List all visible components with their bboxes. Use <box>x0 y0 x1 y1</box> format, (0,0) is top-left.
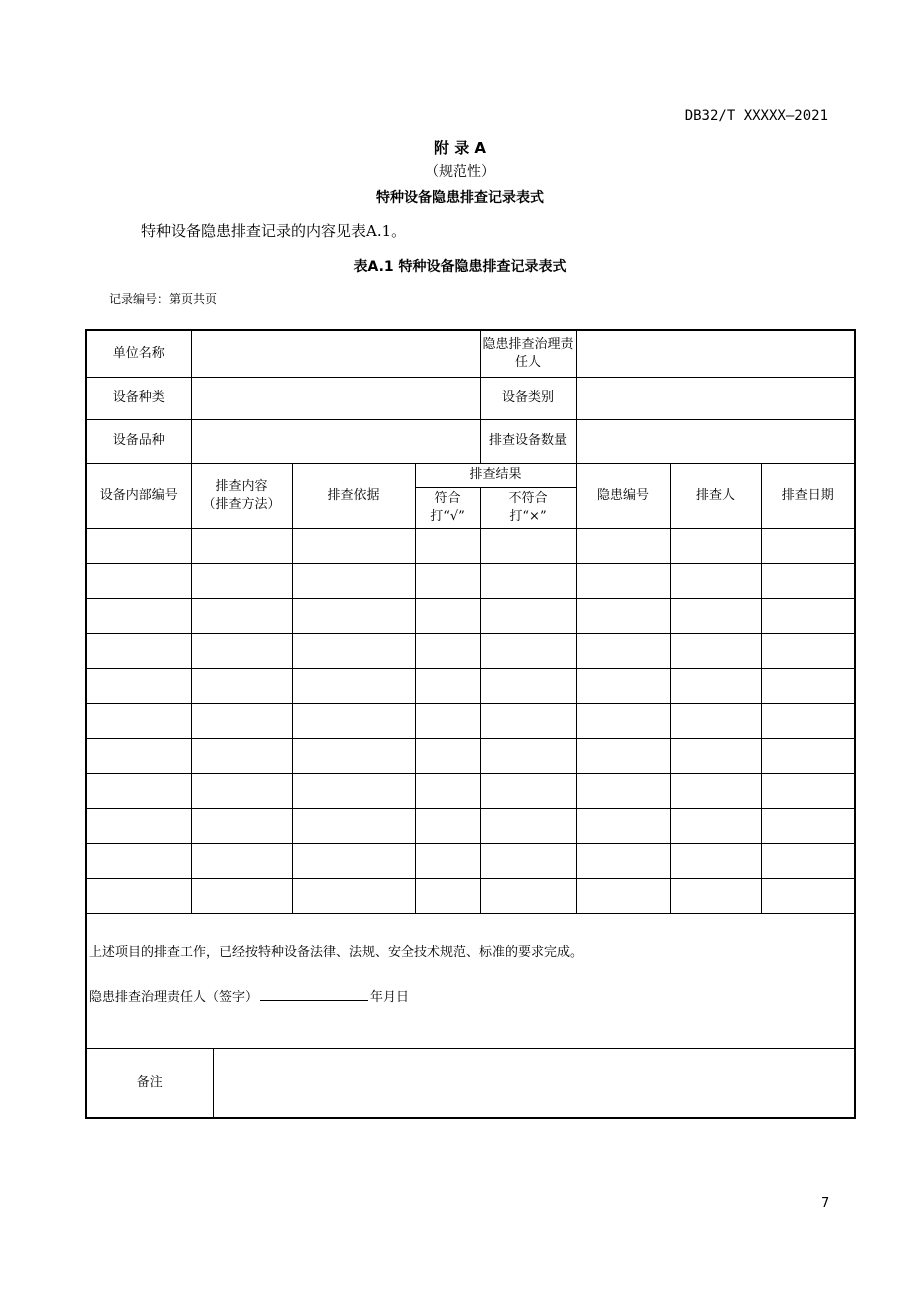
cell-date[interactable] <box>761 843 855 878</box>
cell-nonconform[interactable] <box>480 843 576 878</box>
cell-nonconform[interactable] <box>480 598 576 633</box>
page-number: 7 <box>821 1196 830 1211</box>
unit-name-label: 单位名称 <box>86 330 191 377</box>
cell-hazard-number[interactable] <box>576 773 670 808</box>
inspection-record-table <box>85 329 856 1119</box>
signature-date: 年月日 <box>370 989 410 1005</box>
cell-inspector[interactable] <box>670 808 761 843</box>
col-result: 排查结果 <box>415 463 576 487</box>
cell-content[interactable] <box>191 528 292 563</box>
cell-content[interactable] <box>191 668 292 703</box>
cell-hazard-number[interactable] <box>576 528 670 563</box>
table-row <box>86 773 855 808</box>
cell-conform[interactable] <box>415 563 480 598</box>
record-number-label: 记录编号：第页共页 <box>109 292 218 306</box>
cell-conform[interactable] <box>415 738 480 773</box>
cell-inspector[interactable] <box>670 703 761 738</box>
cell-date[interactable] <box>761 703 855 738</box>
cell-inspector[interactable] <box>670 843 761 878</box>
cell-internal-number[interactable] <box>86 703 191 738</box>
declaration-cell <box>86 913 855 1048</box>
table-row <box>86 878 855 913</box>
cell-nonconform[interactable] <box>480 878 576 913</box>
cell-hazard-number[interactable] <box>576 843 670 878</box>
cell-basis[interactable] <box>292 598 415 633</box>
cell-basis[interactable] <box>292 738 415 773</box>
remarks-field[interactable] <box>213 1048 855 1118</box>
cell-basis[interactable] <box>292 878 415 913</box>
cell-conform[interactable] <box>415 598 480 633</box>
signature-line <box>89 988 854 1007</box>
equipment-quantity-field[interactable] <box>576 419 855 463</box>
cell-basis[interactable] <box>292 773 415 808</box>
cell-hazard-number[interactable] <box>576 808 670 843</box>
cell-inspector[interactable] <box>670 528 761 563</box>
cell-nonconform[interactable] <box>480 668 576 703</box>
table-row <box>86 703 855 738</box>
cell-inspector[interactable] <box>670 563 761 598</box>
col-internal-number: 设备内部编号 <box>86 463 191 528</box>
cell-conform[interactable] <box>415 878 480 913</box>
cell-content[interactable] <box>191 598 292 633</box>
cell-internal-number[interactable] <box>86 563 191 598</box>
equipment-type-label: 设备种类 <box>86 377 191 419</box>
col-nonconform <box>480 487 576 528</box>
responsible-person-label: 隐患排查治理责任人 <box>480 330 576 377</box>
cell-hazard-number[interactable] <box>576 563 670 598</box>
table-row <box>86 668 855 703</box>
intro-text: 特种设备隐患排查记录的内容见表A.1。 <box>141 222 407 240</box>
cell-date[interactable] <box>761 738 855 773</box>
cell-internal-number[interactable] <box>86 738 191 773</box>
appendix-nature: （规范性） <box>425 164 495 180</box>
cell-inspector[interactable] <box>670 773 761 808</box>
cell-internal-number[interactable] <box>86 668 191 703</box>
cell-content[interactable] <box>191 563 292 598</box>
cell-basis[interactable] <box>292 633 415 668</box>
table-row <box>86 808 855 843</box>
cell-nonconform[interactable] <box>480 528 576 563</box>
equipment-variety-field[interactable] <box>191 419 480 463</box>
signature-label: 隐患排查治理责任人（签字） <box>89 989 259 1005</box>
cell-nonconform[interactable] <box>480 738 576 773</box>
cell-hazard-number[interactable] <box>576 668 670 703</box>
cell-date[interactable] <box>761 808 855 843</box>
cell-nonconform[interactable] <box>480 633 576 668</box>
cell-internal-number[interactable] <box>86 528 191 563</box>
cell-basis[interactable] <box>292 808 415 843</box>
col-conform-line1: 符合 <box>434 490 461 506</box>
cell-content[interactable] <box>191 773 292 808</box>
cell-conform[interactable] <box>415 633 480 668</box>
table-row <box>86 598 855 633</box>
cell-content[interactable] <box>191 703 292 738</box>
cell-hazard-number[interactable] <box>576 738 670 773</box>
cell-basis[interactable] <box>292 843 415 878</box>
col-content <box>191 463 292 528</box>
cell-basis[interactable] <box>292 668 415 703</box>
cell-content[interactable] <box>191 808 292 843</box>
col-content-line1: 排查内容 <box>215 478 268 494</box>
cell-date[interactable] <box>761 668 855 703</box>
table-row <box>86 738 855 773</box>
cell-hazard-number[interactable] <box>576 598 670 633</box>
cell-conform[interactable] <box>415 703 480 738</box>
cell-content[interactable] <box>191 738 292 773</box>
cell-hazard-number[interactable] <box>576 633 670 668</box>
cell-inspector[interactable] <box>670 738 761 773</box>
cell-nonconform[interactable] <box>480 773 576 808</box>
cell-nonconform[interactable] <box>480 808 576 843</box>
table-row <box>86 563 855 598</box>
remarks-label: 备注 <box>86 1048 213 1118</box>
cell-nonconform[interactable] <box>480 703 576 738</box>
cell-basis[interactable] <box>292 703 415 738</box>
col-conform <box>415 487 480 528</box>
equipment-type-field[interactable] <box>191 377 480 419</box>
equipment-quantity-label: 排查设备数量 <box>480 419 576 463</box>
table-row <box>86 528 855 563</box>
signature-field[interactable] <box>260 988 368 1001</box>
unit-name-field[interactable] <box>191 330 480 377</box>
col-inspector: 排查人 <box>670 463 761 528</box>
responsible-person-field[interactable] <box>576 330 855 377</box>
cell-hazard-number[interactable] <box>576 703 670 738</box>
cell-date[interactable] <box>761 528 855 563</box>
equipment-variety-label: 设备品种 <box>86 419 191 463</box>
cell-internal-number[interactable] <box>86 843 191 878</box>
cell-content[interactable] <box>191 843 292 878</box>
table-caption: 表A.1 特种设备隐患排查记录表式 <box>353 259 567 275</box>
declaration-text: 上述项目的排查工作，已经按特种设备法律、法规、安全技术规范、标准的要求完成。 <box>89 944 584 960</box>
cell-internal-number[interactable] <box>86 598 191 633</box>
cell-content[interactable] <box>191 878 292 913</box>
table-row <box>86 843 855 878</box>
table-row <box>86 633 855 668</box>
col-conform-line2: 打“√” <box>430 508 465 524</box>
cell-date[interactable] <box>761 563 855 598</box>
col-nonconform-line2: 打“×” <box>509 508 547 524</box>
cell-content[interactable] <box>191 633 292 668</box>
cell-internal-number[interactable] <box>86 808 191 843</box>
cell-conform[interactable] <box>415 668 480 703</box>
col-basis: 排查依据 <box>292 463 415 528</box>
col-date: 排查日期 <box>761 463 855 528</box>
cell-date[interactable] <box>761 598 855 633</box>
cell-inspector[interactable] <box>670 668 761 703</box>
cell-inspector[interactable] <box>670 598 761 633</box>
cell-basis[interactable] <box>292 528 415 563</box>
col-content-line2: （排查方法） <box>202 496 281 512</box>
equipment-category-field[interactable] <box>576 377 855 419</box>
cell-internal-number[interactable] <box>86 878 191 913</box>
appendix-title: 附 录 A <box>433 139 487 157</box>
cell-conform[interactable] <box>415 528 480 563</box>
cell-hazard-number[interactable] <box>576 878 670 913</box>
appendix-subtitle: 特种设备隐患排查记录表式 <box>376 190 544 206</box>
col-hazard-number: 隐患编号 <box>576 463 670 528</box>
cell-date[interactable] <box>761 633 855 668</box>
cell-conform[interactable] <box>415 808 480 843</box>
cell-date[interactable] <box>761 878 855 913</box>
cell-inspector[interactable] <box>670 878 761 913</box>
cell-nonconform[interactable] <box>480 563 576 598</box>
cell-date[interactable] <box>761 773 855 808</box>
cell-internal-number[interactable] <box>86 633 191 668</box>
equipment-category-label: 设备类别 <box>480 377 576 419</box>
cell-inspector[interactable] <box>670 633 761 668</box>
cell-basis[interactable] <box>292 563 415 598</box>
cell-internal-number[interactable] <box>86 773 191 808</box>
col-nonconform-line1: 不符合 <box>508 490 548 506</box>
cell-conform[interactable] <box>415 773 480 808</box>
cell-conform[interactable] <box>415 843 480 878</box>
standard-number: DB32/T XXXXX—2021 <box>684 108 828 124</box>
